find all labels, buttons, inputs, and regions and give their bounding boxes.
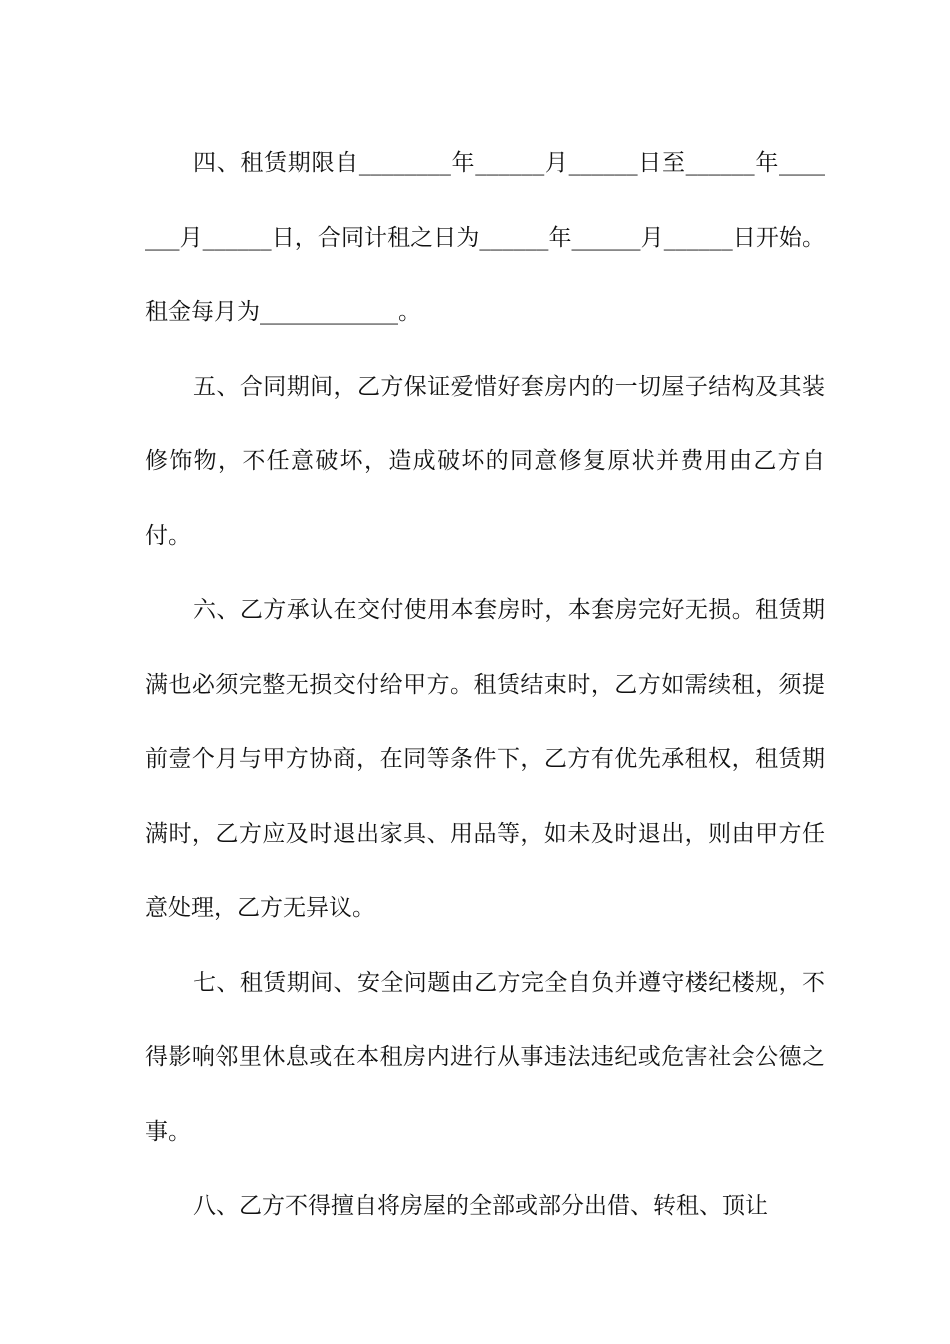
clause-eight-paragraph: 八、乙方不得擅自将房屋的全部或部分出借、转租、顶让 [193,1193,768,1219]
document-body [145,126,825,1244]
clause-four-paragraph: 四、租赁期限自________年______月______日至______年_______月______日，合同计租之日为______年______月______日开始。租金每月为____________。 [145,150,825,325]
clause-six-paragraph: 六、乙方承认在交付使用本套房时，本套房完好无损。租赁期满也必须完整无损交付给甲方。租赁结束时，乙方如需续租，须提前壹个月与甲方协商，在同等条件下，乙方有优先承租权，租赁期满时，乙方应及时退出家具、用品等，如未及时退出，则由甲方任意处理，乙方无异议。 [145,597,825,921]
clause-five-paragraph: 五、合同期间，乙方保证爱惜好套房内的一切屋子结构及其装修饰物，不任意破坏，造成破坏的同意修复原状并费用由乙方自付。 [145,373,825,549]
clause-seven-paragraph: 七、租赁期间、安全问题由乙方完全自负并遵守楼纪楼规，不得影响邻里休息或在本租房内进行从事违法违纪或危害社会公德之事。 [145,969,825,1145]
